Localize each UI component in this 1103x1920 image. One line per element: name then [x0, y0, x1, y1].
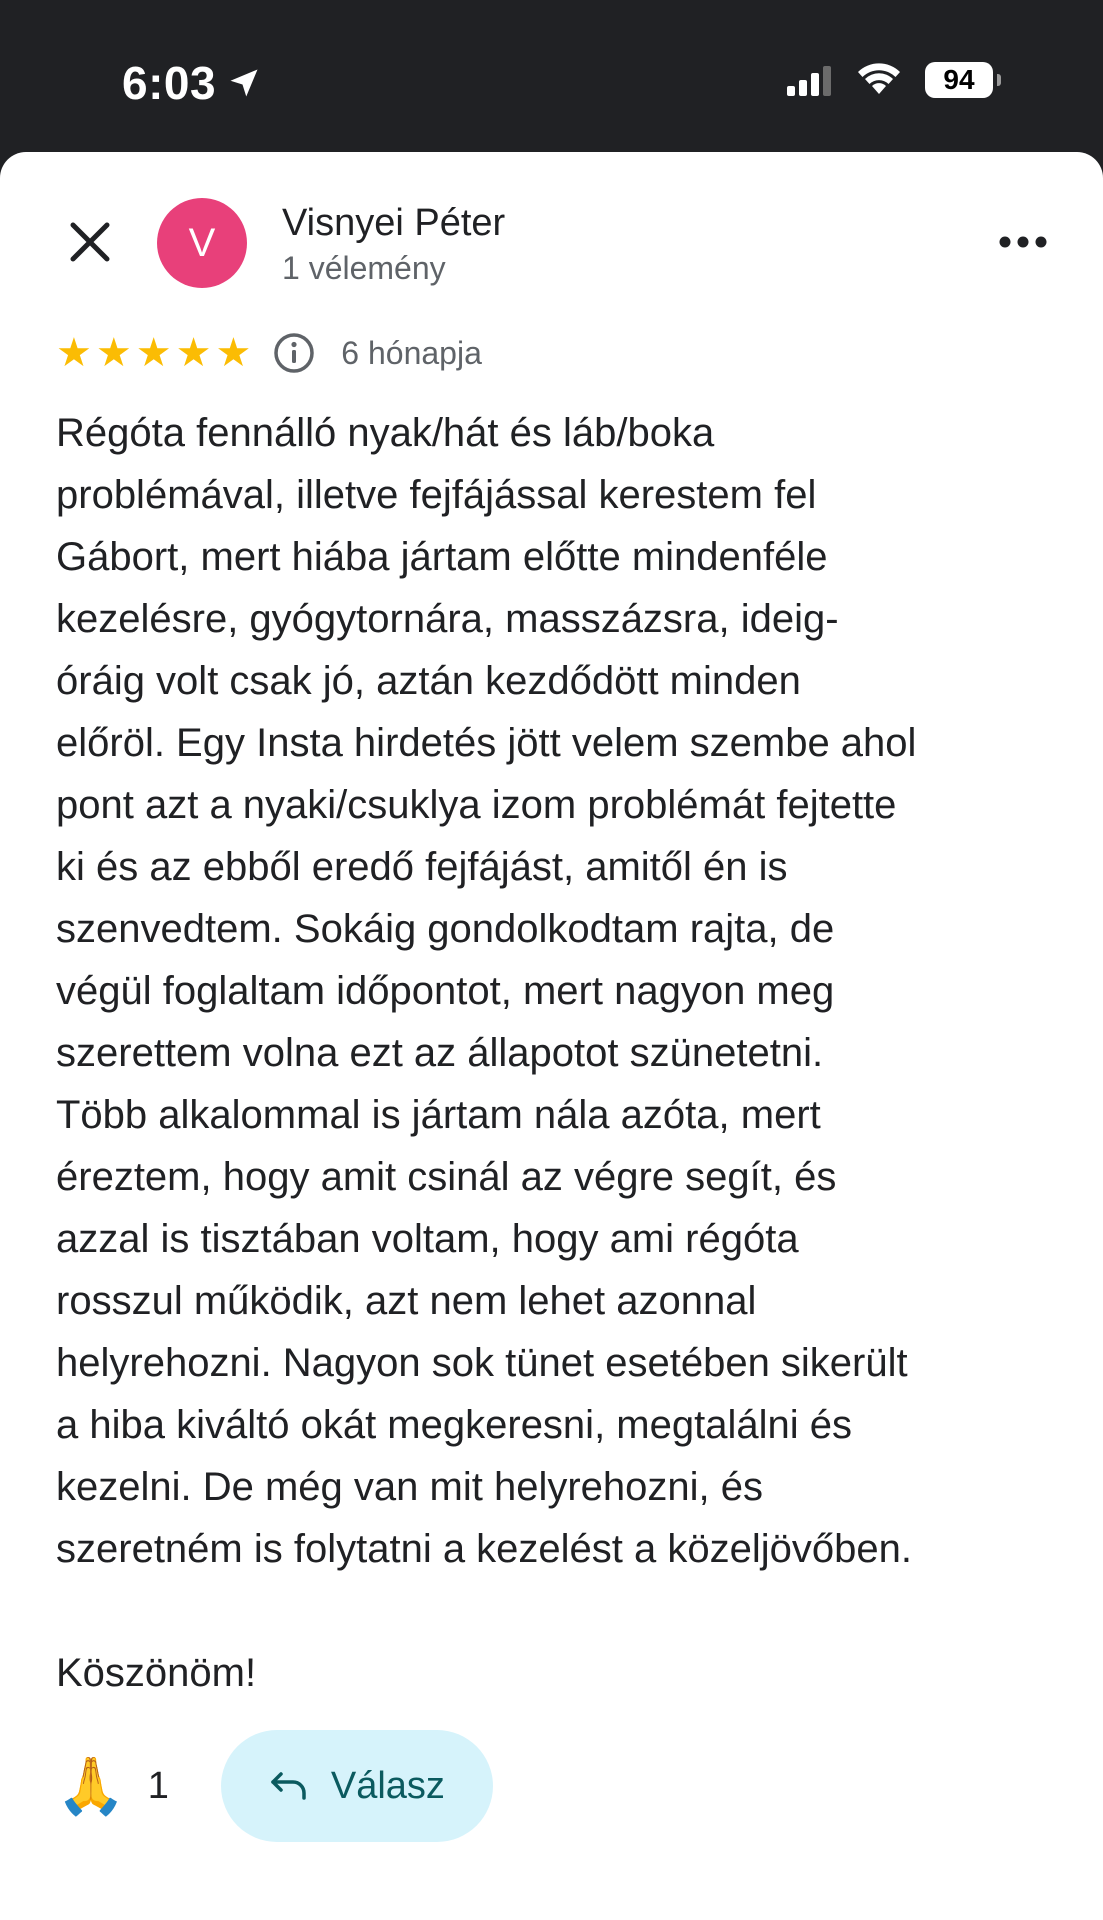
pray-emoji-icon: 🙏: [56, 1754, 126, 1817]
close-icon: [69, 221, 111, 263]
more-horizontal-icon: [999, 236, 1047, 248]
status-time: [122, 56, 262, 110]
review-actions: [56, 1730, 493, 1842]
reaction-count: 1: [147, 1764, 169, 1807]
status-bar: [0, 0, 1103, 152]
star-icon: ★: [215, 331, 252, 375]
status-icons: [787, 62, 993, 98]
reply-label: Válasz: [330, 1764, 445, 1807]
avatar[interactable]: [157, 198, 247, 288]
reaction-button[interactable]: [56, 1754, 169, 1818]
battery-icon: [925, 62, 993, 98]
star-icon: ★: [175, 331, 212, 375]
rating-row: [56, 332, 482, 374]
reviewer-review-count: 1 vélemény: [282, 250, 446, 286]
star-icon: ★: [56, 331, 92, 375]
star-rating: [56, 333, 251, 373]
wifi-icon: [857, 63, 901, 97]
signal-bars-icon: [787, 64, 833, 96]
review-text: Régóta fennálló nyak/hát és láb/boka problémával, illetve fejfájással kerestem fel Gábort, mert hiába jártam előtte mindenféle kezelésre, gyógytornára, masszázsra, ideig- óráig volt csak jó, aztán kezdődött minden előröl. Egy Insta hirdetés jött velem szembe ahol pont azt a nyaki/csuklya izom problémát fejtette ki és az ebből eredő fejfájást, amitől én is szenvedtem. Sokáig gondolkodtam rajta, de végül foglaltam időpontot, mert nagyon meg szerettem volna ezt az állapotot szünetetni. Több alkalommal is jártam nála azóta, mert éreztem, hogy amit csinál az végre segít, és azzal is tisztában voltam, hogy ami régóta rosszul működik, azt nem lehet azonnal helyrehozni. Nagyon sok tünet esetében sikerült a hiba kiváltó okát megkeresni, megtalálni és kezelni. De még van mit helyrehozni, és szeretném is folytatni a kezelést a közeljövőben. Köszönöm!: [56, 411, 917, 1695]
reply-arrow-icon: [269, 1770, 309, 1802]
more-options-button[interactable]: [993, 222, 1053, 262]
review-sheet: [0, 152, 1103, 1920]
close-button[interactable]: [62, 214, 118, 270]
star-icon: ★: [135, 331, 172, 375]
star-icon: ★: [95, 331, 132, 375]
status-time-text: 6:03: [122, 57, 217, 109]
battery-level: 94: [943, 64, 975, 95]
reply-button[interactable]: [221, 1730, 493, 1842]
reviewer-name[interactable]: Visnyei Péter: [282, 202, 506, 244]
review-age: 6 hónapja: [341, 334, 482, 371]
avatar-letter: V: [188, 220, 216, 265]
location-arrow-icon: [226, 65, 262, 101]
info-icon[interactable]: [273, 332, 315, 374]
